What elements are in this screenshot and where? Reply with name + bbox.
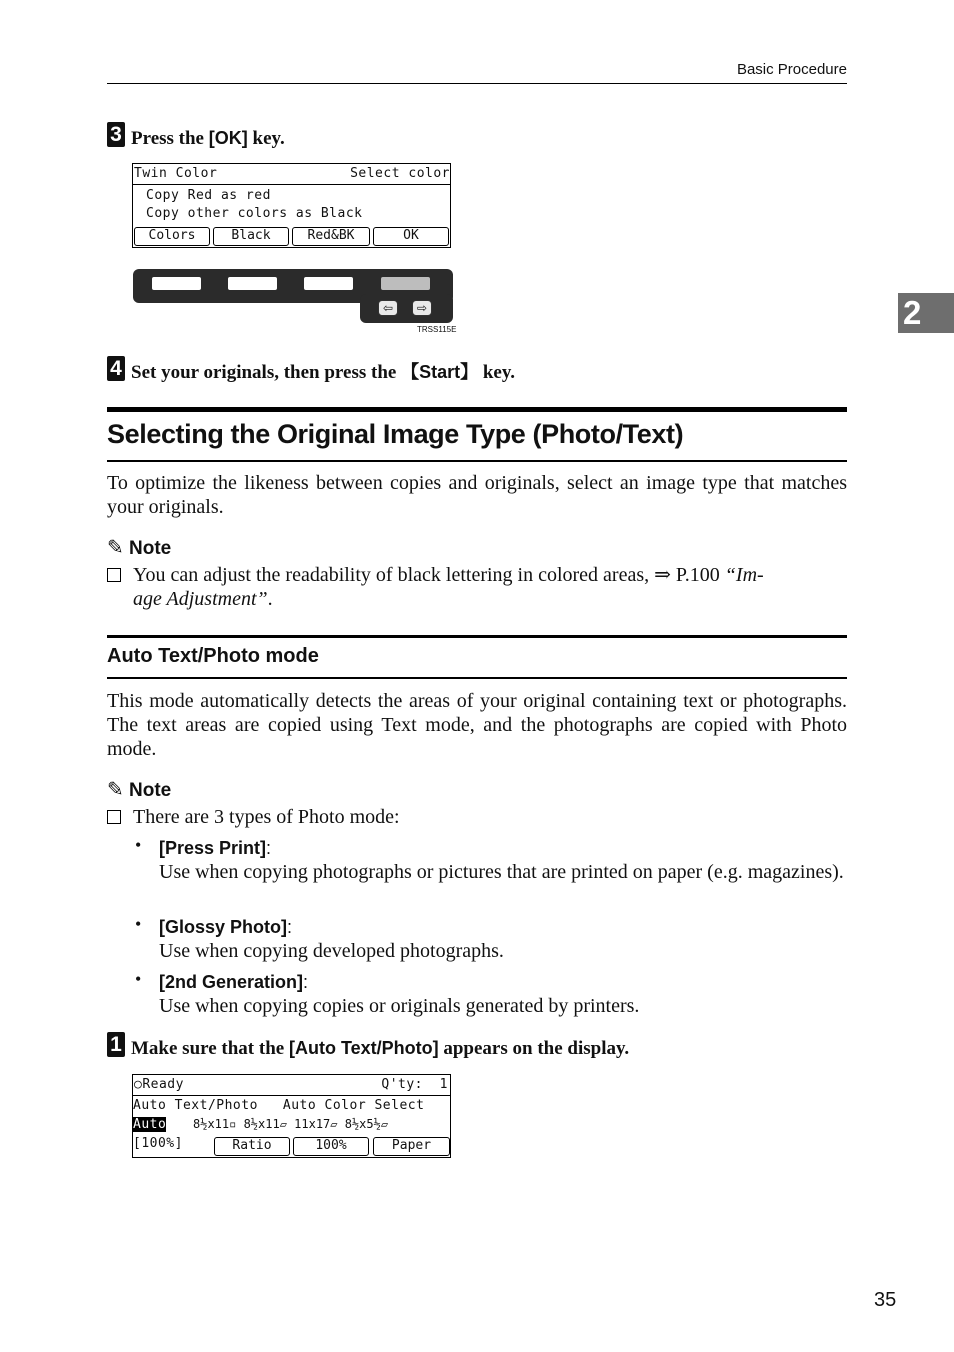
running-header: Basic Procedure bbox=[736, 61, 847, 78]
display-prompt: Select color bbox=[350, 166, 450, 181]
figure-label: TRSS115E bbox=[417, 325, 457, 334]
step-number: 1 bbox=[107, 1032, 125, 1057]
ready-status: ○Ready bbox=[134, 1077, 184, 1092]
twin-color-display bbox=[132, 163, 451, 248]
subsection-rule-top bbox=[107, 635, 847, 638]
subsection-title: Auto Text/Photo mode bbox=[107, 645, 319, 667]
header-rule bbox=[107, 83, 847, 84]
selection-key-1[interactable] bbox=[152, 277, 201, 290]
photo-type-desc: Use when copying developed photographs. bbox=[159, 940, 504, 962]
note-item: You can adjust the readability of black lettering in colored areas, ⇒ P.100 “Im- bbox=[107, 563, 847, 587]
checkbox-icon bbox=[107, 810, 121, 824]
chapter-tab: 2 bbox=[898, 293, 954, 333]
photo-type-item: • [Press Print]: Use when copying photographs or pictures that are printed on paper (e.g. magazines). bbox=[159, 836, 847, 884]
mode-description: This mode automatically detects the areas of your original containing text or photographs. The text areas are copied using Text mode, and the photographs are copied with Photo mode. bbox=[107, 690, 847, 760]
100-percent-button[interactable]: 100% bbox=[293, 1137, 369, 1156]
ok-key-label: [OK] bbox=[208, 128, 248, 148]
ready-icon: ○ bbox=[134, 1077, 143, 1092]
checkbox-icon bbox=[107, 568, 121, 582]
auto-text-photo-label: [Auto Text/Photo] bbox=[288, 1038, 439, 1058]
photo-type-desc: Use when copying photographs or pictures that are printed on paper (e.g. magazines). bbox=[159, 861, 844, 883]
selection-key-2[interactable] bbox=[228, 277, 277, 290]
quantity-readout: Q'ty: 1 bbox=[381, 1077, 448, 1092]
section-rule-bottom bbox=[107, 460, 847, 462]
selection-key-4[interactable] bbox=[381, 277, 430, 290]
subsection-rule-bottom bbox=[107, 677, 847, 679]
black-button[interactable]: Black bbox=[213, 227, 289, 246]
section-title: Selecting the Original Image Type (Photo/Text) bbox=[107, 419, 684, 449]
photo-type-name: [Press Print] bbox=[159, 838, 267, 858]
step-3: 3 Press the [OK] key. bbox=[107, 125, 285, 150]
photo-type-item: • [Glossy Photo]: Use when copying developed photographs. bbox=[159, 915, 847, 963]
step-4: 4 Set your originals, then press the 【Start】 key. bbox=[107, 358, 515, 384]
bullet-icon: • bbox=[135, 835, 142, 855]
intro-paragraph: To optimize the likeness between copies and originals, select an image type that matches your originals. bbox=[107, 472, 847, 518]
photo-type-desc: Use when copying copies or originals generated by printers. bbox=[159, 995, 640, 1017]
bullet-icon: • bbox=[135, 969, 142, 989]
left-arrow-icon[interactable]: ⇦ bbox=[378, 300, 398, 316]
right-arrow-icon[interactable]: ⇨ bbox=[412, 300, 432, 316]
photo-type-name: [2nd Generation] bbox=[159, 972, 304, 992]
auto-paper-line bbox=[133, 1117, 166, 1132]
note-heading: ✎ Note bbox=[107, 779, 172, 801]
mode-line: Auto Text/Photo Auto Color Select bbox=[133, 1098, 425, 1113]
start-key-label: 【Start】 bbox=[401, 362, 479, 382]
page-number: 35 bbox=[874, 1289, 897, 1311]
paper-sizes-line: 8½x11▫ 8½x11▱ 11x17▱ 8½x5½▱ bbox=[193, 1117, 389, 1131]
pencil-icon: ✎ bbox=[107, 779, 124, 801]
display-line-2: Copy Red as red bbox=[146, 188, 271, 203]
arrow-keys-housing bbox=[360, 294, 453, 323]
display-divider bbox=[133, 1095, 450, 1096]
section-rule-top bbox=[107, 407, 847, 412]
pencil-icon: ✎ bbox=[107, 537, 124, 559]
bullet-icon: • bbox=[135, 914, 142, 934]
display-divider bbox=[133, 184, 450, 185]
step-1: 1 Make sure that the [Auto Text/Photo] appears on the display. bbox=[107, 1035, 629, 1060]
zoom-readout: [100%] bbox=[133, 1136, 183, 1151]
step-number: 3 bbox=[107, 122, 125, 147]
display-title: Twin Color bbox=[134, 166, 218, 181]
note-item-cont: age Adjustment”. bbox=[133, 588, 273, 610]
selection-key-3[interactable] bbox=[304, 277, 353, 290]
ok-button[interactable]: OK bbox=[373, 227, 449, 246]
auto-paper-select[interactable]: Auto bbox=[133, 1117, 167, 1132]
note-heading: ✎ Note bbox=[107, 537, 172, 559]
paper-button[interactable]: Paper bbox=[373, 1137, 450, 1156]
note-item: There are 3 types of Photo mode: bbox=[107, 805, 400, 829]
step-number: 4 bbox=[107, 356, 125, 381]
ratio-button[interactable]: Ratio bbox=[214, 1137, 290, 1156]
colors-button[interactable]: Colors bbox=[134, 227, 210, 246]
photo-type-item: • [2nd Generation]: Use when copying copies or originals generated by printers. bbox=[159, 970, 847, 1018]
display-line-3: Copy other colors as Black bbox=[146, 206, 363, 221]
ready-display bbox=[132, 1074, 451, 1158]
red-bk-button[interactable]: Red&BK bbox=[292, 227, 370, 246]
photo-type-name: [Glossy Photo] bbox=[159, 917, 288, 937]
